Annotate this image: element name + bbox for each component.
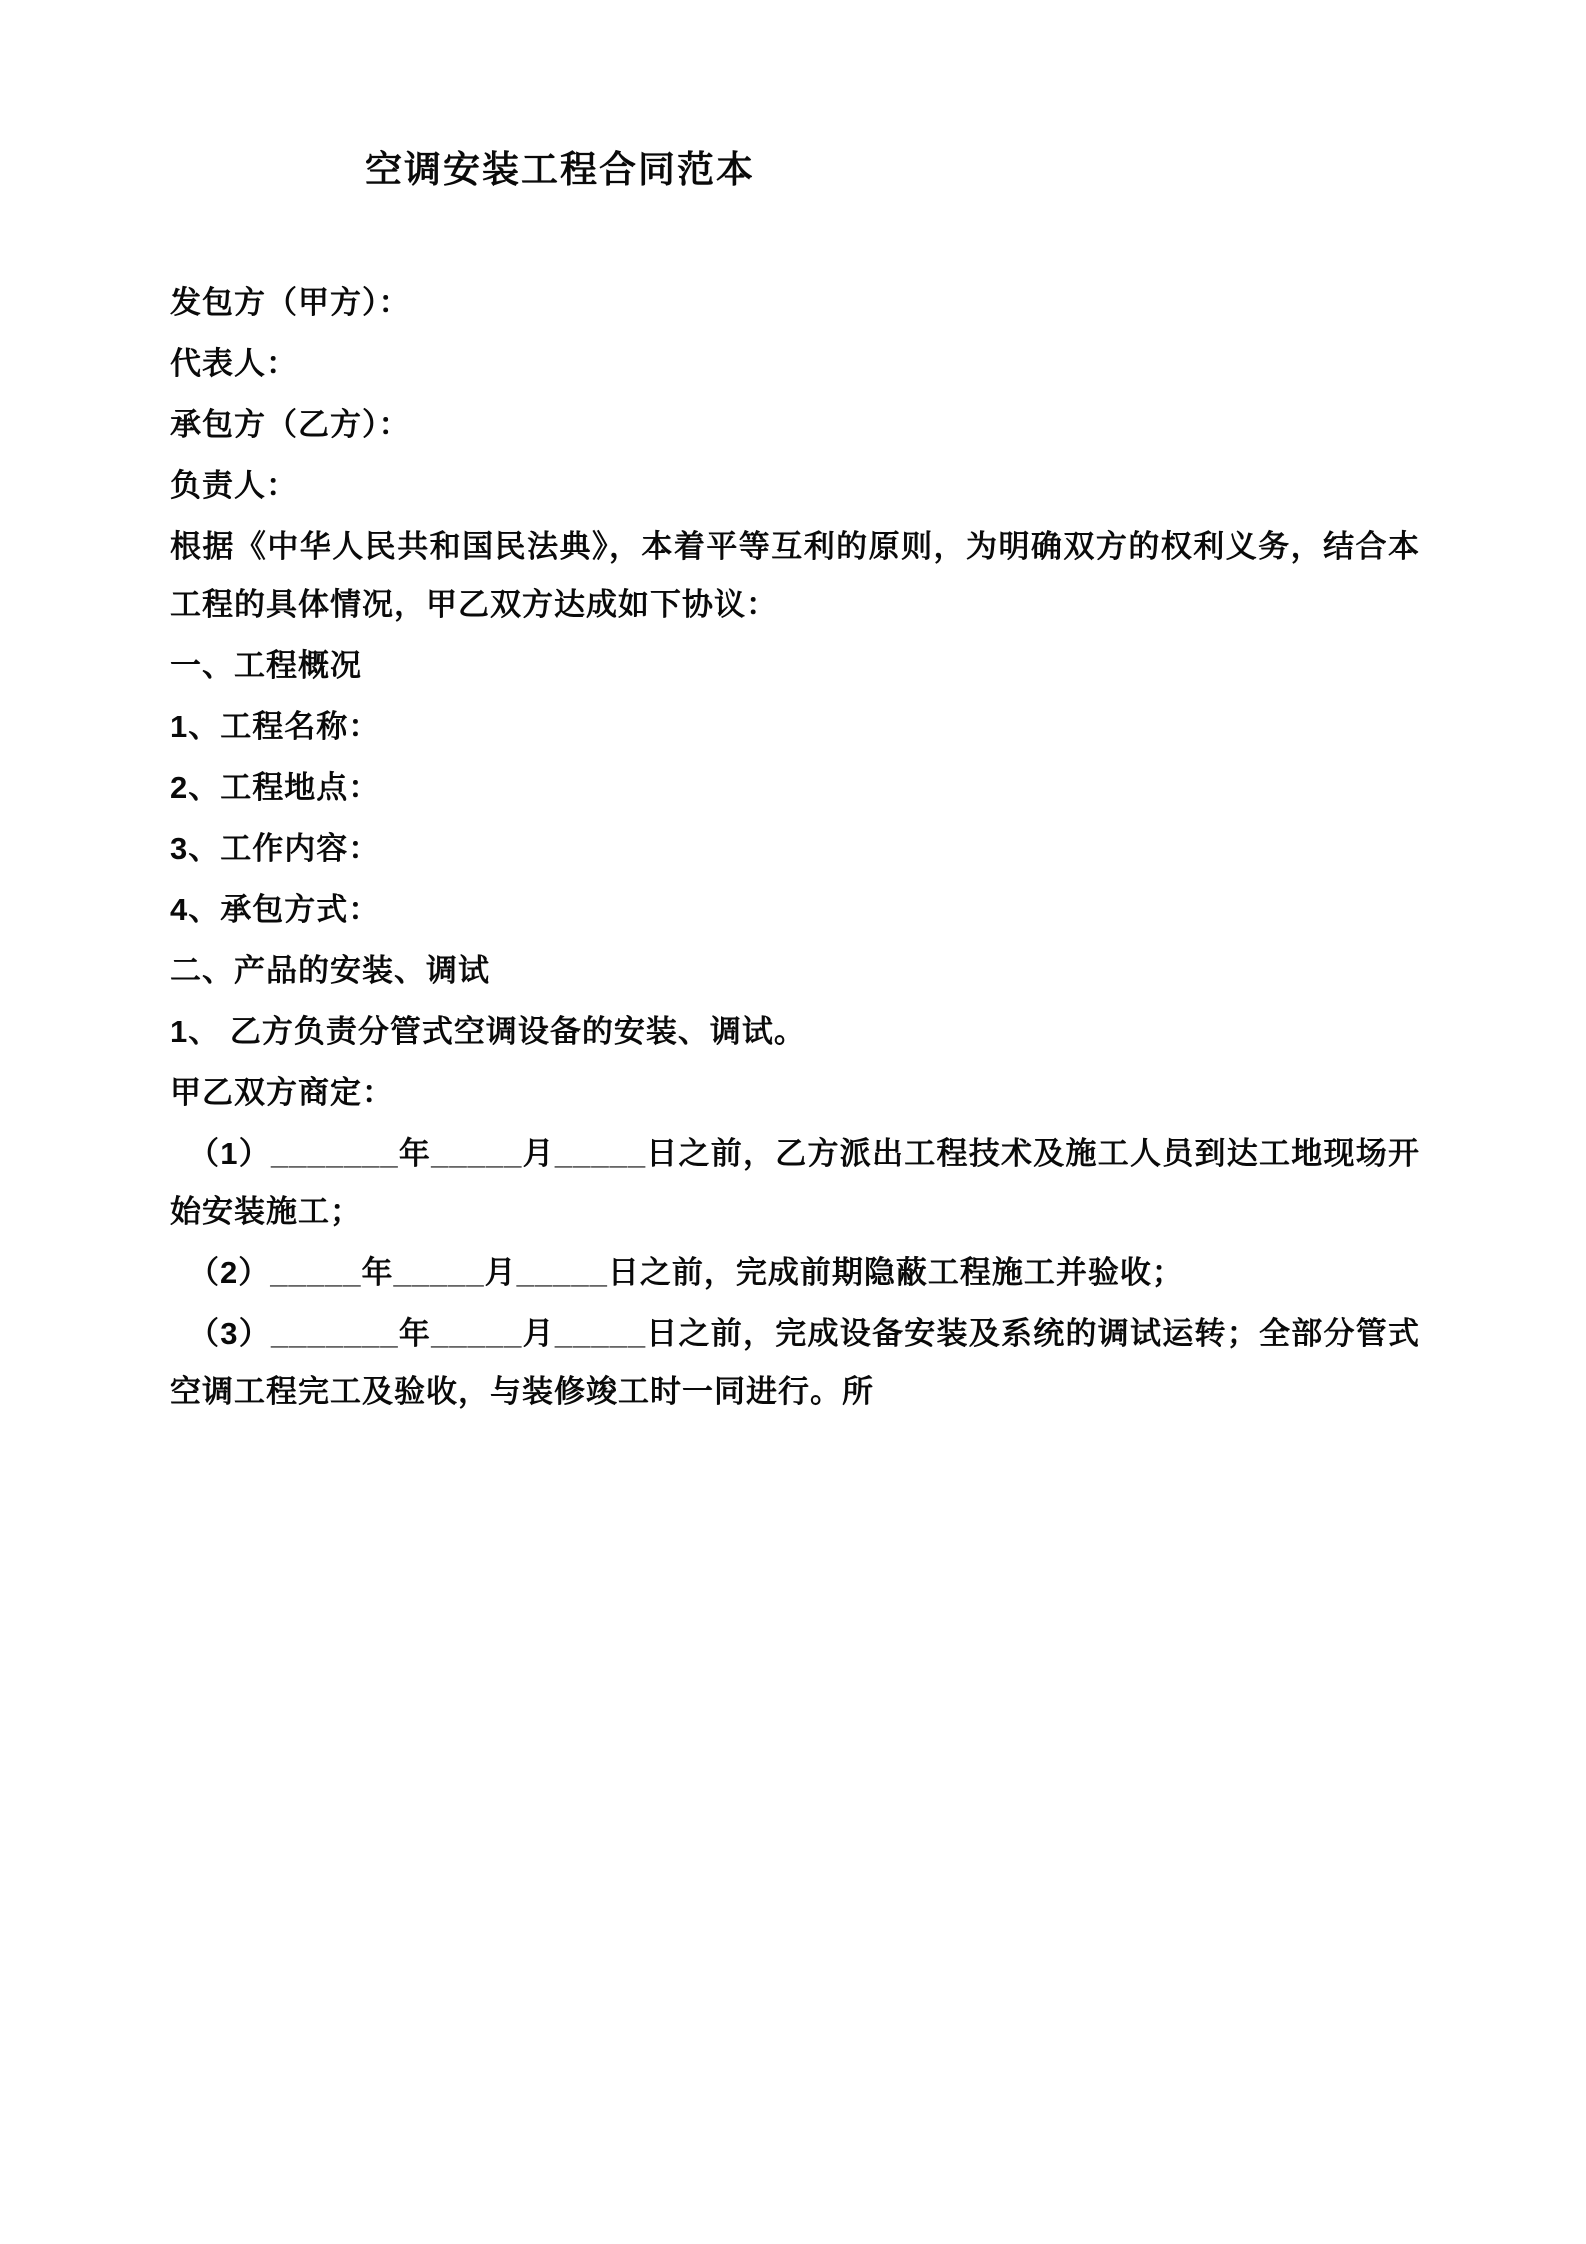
- schedule-item-1: （1）_______年_____月_____日之前，乙方派出工程技术及施工人员到达工地现场开始安装施工；: [170, 1136, 1420, 1229]
- schedule-item-3: （3）_______年_____月_____日之前，完成设备安装及系统的调试运转；全部分管式空调工程完工及验收，与装修竣工时一同进行。所: [170, 1316, 1420, 1409]
- agreement-intro-line: 甲乙双方商定：: [170, 1075, 394, 1110]
- contract-mode-line: 4、承包方式：: [170, 892, 381, 927]
- work-content-line: 3、工作内容：: [170, 831, 381, 866]
- schedule-item-2: （2）_____年_____月_____日之前，完成前期隐蔽工程施工并验收；: [188, 1255, 1184, 1290]
- project-name-line: 1、工程名称：: [170, 709, 381, 744]
- party-b-line: 承包方（乙方）：: [170, 407, 411, 442]
- project-location-line: 2、工程地点：: [170, 770, 381, 805]
- representative-line: 代表人：: [170, 346, 298, 381]
- principal-line: 负责人：: [170, 468, 298, 503]
- section-1-heading: 一、工程概况: [170, 648, 362, 683]
- party-a-line: 发包方（甲方）：: [170, 285, 411, 320]
- section-2-heading: 二、产品的安装、调试: [170, 953, 490, 988]
- clause-2-1: 1、 乙方负责分管式空调设备的安装、调试。: [170, 1014, 806, 1049]
- preamble-clause: 根据《中华人民共和国民法典》，本着平等互利的原则，为明确双方的权利义务，结合本工程的具体情况，甲乙双方达成如下协议：: [170, 529, 1420, 622]
- document-title: 空调安装工程合同范本: [365, 149, 755, 190]
